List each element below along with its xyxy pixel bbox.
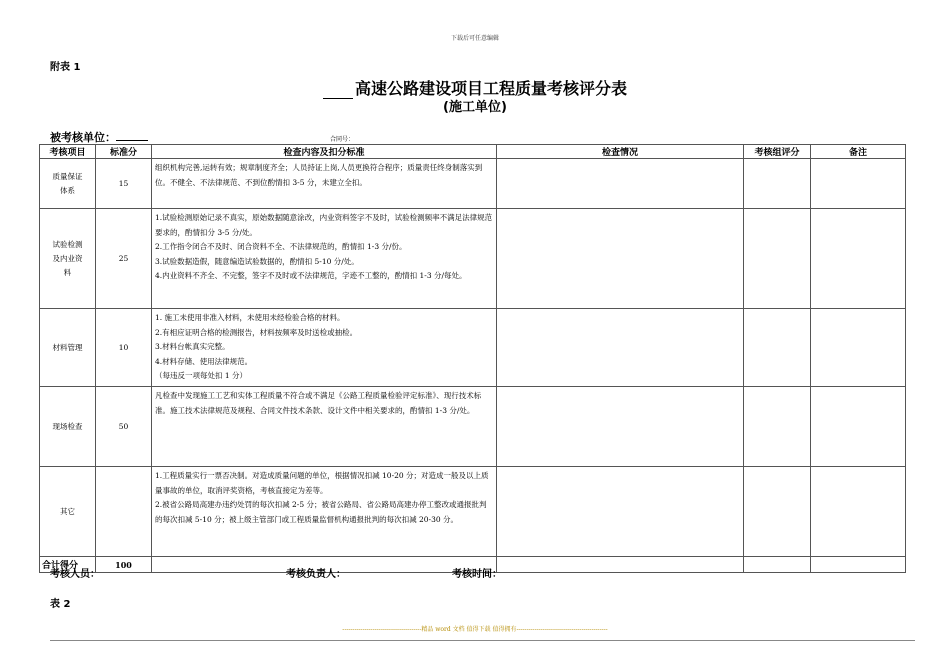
score-cell: 50 xyxy=(96,387,152,467)
content-line: 组织机构完善,运转有效；规章制度齐全；人员持证上岗,人员更换符合程序；质量责任终身制落实到位。不健全、不法律规范、不到位酌情扣 3-5 分，未建立全扣。 xyxy=(155,163,483,187)
score-cell: 25 xyxy=(96,209,152,309)
table-cell xyxy=(497,557,744,573)
item-cell xyxy=(40,309,96,387)
table-cell xyxy=(497,309,744,387)
item-line: 体系 xyxy=(60,185,75,195)
footer-text: ---------------------------------------精品 word 文档 值得下载 值得拥有--------------------------------------------- xyxy=(342,626,608,633)
item-line: 试验检测 xyxy=(52,239,83,249)
table-cell xyxy=(744,387,811,467)
time-label: 考核时间： xyxy=(452,569,502,580)
contract-label: 合同号： xyxy=(330,136,355,143)
col-header: 考核组评分 xyxy=(744,145,811,159)
item-line: 现场检查 xyxy=(52,421,83,431)
table-cell xyxy=(811,209,906,309)
item-line: 材料管理 xyxy=(52,342,83,352)
col-header: 备注 xyxy=(811,145,906,159)
item-line: 其它 xyxy=(60,506,75,516)
content-line: 1.试验检测原始记录不真实，原始数据随意涂改，内业资料签字不及时，试验检测频率不满足法律规范要求的，酌情扣分 3-5 分/处。 xyxy=(155,213,493,237)
header-note: 下载后可任意编辑 xyxy=(450,35,499,42)
table-row xyxy=(40,209,906,309)
content-line: 3.材料台帐真实完整。 xyxy=(155,342,230,351)
score-cell: 10 xyxy=(96,309,152,387)
table-cell xyxy=(744,159,811,209)
col-header: 标准分 xyxy=(96,145,152,159)
col-header: 检查情况 xyxy=(497,145,744,159)
table-cell xyxy=(497,159,744,209)
content-line: 2.被省公路局高建办违约处罚的每次扣减 2-5 分；被省公路局、省公路局高建办停工整改或通报批判的每次扣减 5-10 分；被上级主管部门或工程质量监督机构通报批判的每次扣减 20-30 分。 xyxy=(155,500,487,524)
footer-divider xyxy=(50,640,915,641)
table-cell xyxy=(497,467,744,557)
table-cell xyxy=(744,557,811,573)
table-cell xyxy=(811,467,906,557)
title-text: 高速公路建设项目工程质量考核评分表 xyxy=(354,79,627,98)
table-cell xyxy=(744,309,811,387)
content-line: （每违反一项每处扣 1 分） xyxy=(155,371,248,380)
total-value: 100 xyxy=(96,557,152,573)
assessed-unit-blank xyxy=(116,130,148,141)
score-cell: 15 xyxy=(96,159,152,209)
content-cell xyxy=(152,209,497,309)
table2-label: 表 2 xyxy=(50,599,71,610)
table-cell xyxy=(811,387,906,467)
item-line: 料 xyxy=(63,267,72,277)
table-cell xyxy=(744,209,811,309)
score-table xyxy=(39,144,906,573)
assessor-label: 考核人员： xyxy=(50,569,100,580)
content-line: 凡检查中发现施工工艺和实体工程质量不符合或不满足《公路工程质量检验评定标准》、现行技术标准。施工技术法律规范及规程、合同文件技术条款、设计文件中相关要求的，酌情扣 1-3 分/处。 xyxy=(155,391,482,415)
col-header: 考核项目 xyxy=(40,145,96,159)
content-line: 4.材料存储、使用法律规范。 xyxy=(155,356,253,366)
table-row xyxy=(40,309,906,387)
item-line: 及内业资 xyxy=(52,253,83,263)
item-cell xyxy=(40,209,96,309)
content-cell xyxy=(152,309,497,387)
col-header: 检查内容及扣分标准 xyxy=(152,145,497,159)
content-line: 1.工程质量实行一票否决制。对造成质量问题的单位，根据情况扣减 10-20 分；对造成一般及以上质量事故的单位，取消评奖资格，考核直接定为差等。 xyxy=(155,471,489,495)
content-line: 4.内业资料不齐全、不完整，签字不及时或不法律规范，字迹不工整的，酌情扣 1-3 分/每处。 xyxy=(155,271,467,280)
content-line: 2.有相应证明合格的检测报告，材料按频率及时送检或抽检。 xyxy=(155,327,358,337)
content-cell xyxy=(152,467,497,557)
content-line: 3.试验数据造假，随意编造试验数据的，酌情扣 5-10 分/处。 xyxy=(155,256,359,266)
leader-label: 考核负责人： xyxy=(286,569,346,580)
appendix-label: 附表 1 xyxy=(50,62,81,73)
content-line: 2.工作指令闭合不及时、闭合资料不全、不法律规范的，酌情扣 1-3 分/份。 xyxy=(155,242,407,251)
table-cell xyxy=(811,159,906,209)
item-cell xyxy=(40,159,96,209)
table-cell xyxy=(811,557,906,573)
item-line: 质量保证 xyxy=(52,171,83,181)
content-cell xyxy=(152,159,497,209)
table-cell xyxy=(497,209,744,309)
item-cell xyxy=(40,387,96,467)
table-row xyxy=(40,387,906,467)
total-label: 合计得分 xyxy=(40,557,96,573)
table-header-row xyxy=(40,145,906,159)
table-cell xyxy=(744,467,811,557)
content-cell xyxy=(152,387,497,467)
table-cell xyxy=(497,387,744,467)
assessed-unit-label: 被考核单位： xyxy=(50,131,116,144)
table-cell xyxy=(811,309,906,387)
content-line: 1. 施工未使用非准入材料，未使用未经检验合格的材料。 xyxy=(155,313,345,322)
assessed-unit xyxy=(50,129,148,145)
item-cell xyxy=(40,467,96,557)
table-row xyxy=(40,159,906,209)
table-row xyxy=(40,467,906,557)
score-cell xyxy=(96,467,152,557)
page-subtitle: (施工单位) xyxy=(443,100,507,115)
